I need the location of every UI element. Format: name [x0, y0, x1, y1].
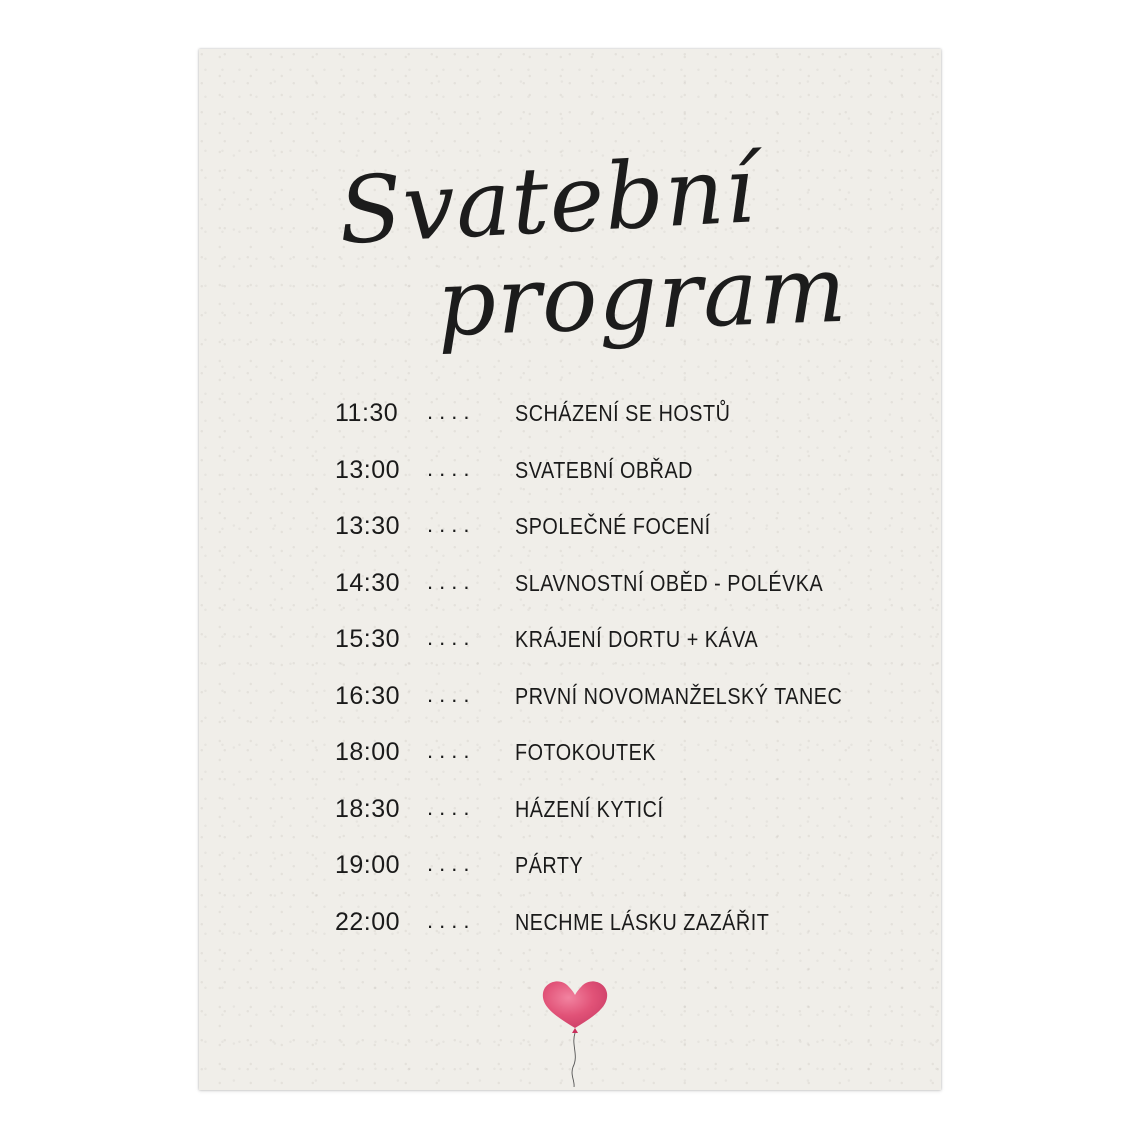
- title-line-2: program: [435, 235, 849, 357]
- schedule-dots: ....: [427, 399, 476, 424]
- schedule-dots: ....: [427, 681, 476, 707]
- schedule-dots: ....: [427, 794, 476, 820]
- schedule-row: [335, 839, 895, 896]
- program-card: [199, 49, 941, 1090]
- schedule-event: SCHÁZENÍ SE HOSTŮ: [515, 400, 731, 426]
- schedule-time: 14:30: [335, 568, 401, 597]
- schedule-event: KRÁJENÍ DORTU + KÁVA: [515, 626, 759, 652]
- heart-balloon-icon: [535, 975, 615, 1087]
- schedule-event: SPOLEČNÉ FOCENÍ: [515, 513, 711, 539]
- schedule-dots: ....: [427, 455, 476, 481]
- schedule-dots: ....: [427, 568, 476, 594]
- schedule-dots: ....: [427, 738, 476, 763]
- schedule-event: FOTOKOUTEK: [515, 739, 657, 765]
- schedule-time: 16:30: [335, 681, 401, 710]
- schedule-dots: ....: [427, 851, 476, 876]
- schedule-time: 19:00: [335, 851, 401, 879]
- schedule-dots: ....: [427, 512, 476, 537]
- schedule-event: HÁZENÍ KYTICÍ: [515, 795, 664, 822]
- schedule-event: PRVNÍ NOVOMANŽELSKÝ TANEC: [515, 682, 843, 709]
- schedule-time: 11:30: [335, 399, 399, 427]
- schedule-row: [335, 557, 895, 614]
- schedule-time: 18:00: [335, 738, 401, 766]
- schedule-time: 22:00: [335, 907, 401, 936]
- schedule-event: SVATEBNÍ OBŘAD: [515, 456, 693, 483]
- schedule-row: [335, 783, 895, 840]
- schedule-row: [335, 500, 895, 557]
- schedule-row: [335, 613, 895, 670]
- schedule-dots: ....: [427, 625, 476, 650]
- schedule-row: [335, 726, 895, 783]
- schedule-event: NECHME LÁSKU ZAZÁŘIT: [515, 908, 770, 935]
- schedule-list: [335, 387, 895, 952]
- title-line-1: Svatební: [336, 136, 759, 265]
- schedule-row: [335, 387, 895, 444]
- schedule-time: 15:30: [335, 625, 401, 653]
- schedule-row: [335, 896, 895, 953]
- schedule-row: [335, 444, 895, 501]
- schedule-time: 18:30: [335, 794, 401, 823]
- schedule-event: PÁRTY: [515, 852, 584, 878]
- schedule-time: 13:00: [335, 455, 401, 484]
- schedule-row: [335, 670, 895, 727]
- schedule-event: SLAVNOSTNÍ OBĚD - POLÉVKA: [515, 569, 824, 596]
- schedule-time: 13:30: [335, 512, 401, 540]
- schedule-dots: ....: [427, 907, 476, 933]
